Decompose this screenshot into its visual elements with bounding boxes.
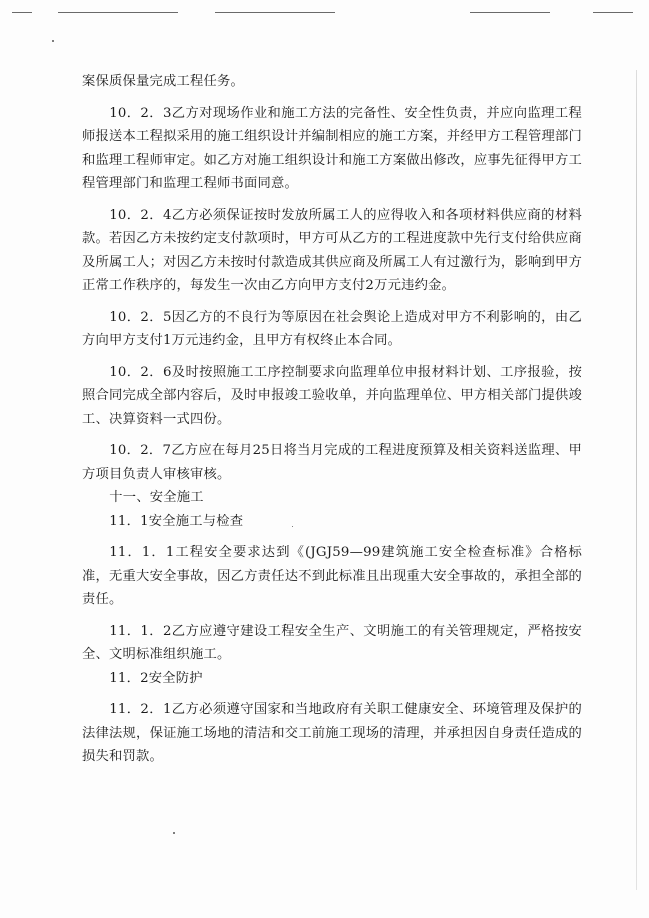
paragraph-continued: 案保质保量完成工程任务。 (82, 74, 244, 89)
document-body (82, 70, 582, 769)
scan-edge-mark (593, 12, 633, 13)
scan-edge-mark (12, 12, 32, 13)
scan-edge-shadow (636, 70, 637, 890)
scan-edge-mark (470, 12, 550, 13)
scan-edge-mark (58, 12, 178, 13)
paragraph-10-2-5: 10．2．5因乙方的不良行为等原因在社会舆论上造成对甲方不利影响的，由乙方向甲方支付1万元违约金，且甲方有权终止本合同。 (82, 309, 582, 348)
paragraph-11-2-1: 11．2．1乙方必须遵守国家和当地政府有关职工健康安全、环境管理及保护的法律法规，保证施工场地的清洁和交工前施工现场的清理，并承担因自身责任造成的损失和罚款。 (82, 702, 582, 764)
subsection-title-11-1: 11．1安全施工与检查 (109, 513, 244, 529)
paragraph-10-2-4: 10．2．4乙方必须保证按时发放所属工人的应得收入和各项材料供应商的材料款。若因乙方未按约定支付款项时，甲方可从乙方的工程进度款中先行支付给供应商及所属工人；对因乙方未按时付款造成其供应商及所属工人有过激行为，影响到甲方正常工作秩序的，每发生一次由乙方向甲方支付2万元违约金。 (82, 207, 582, 293)
scan-edge-mark (215, 12, 335, 13)
scan-speck (173, 832, 175, 834)
paragraph-11-1-2: 11．1．2乙方应遵守建设工程安全生产、文明施工的有关管理规定，严格按安全、文明标准组织施工。 (82, 623, 582, 662)
paragraph-10-2-7: 10．2．7乙方应在每月25日将当月完成的工程进度预算及相关资料送监理、甲方项目负责人审核审核。 (82, 443, 582, 482)
scan-speck (52, 40, 54, 42)
paragraph-11-1-1: 11．1．1工程安全要求达到《(JGJ59—99建筑施工安全检查标准》合格标准，无重大安全事故，因乙方责任达不到此标准且出现重大安全事故的，承担全部的责任。 (82, 545, 582, 607)
section-title: 十一、安全施工 (109, 490, 204, 505)
subsection-title-11-2: 11．2安全防护 (109, 670, 203, 686)
paragraph-10-2-3: 10．2．3乙方对现场作业和施工方法的完备性、安全性负责，并应向监理工程师报送本工程拟采用的施工组织设计并编制相应的施工方案，并经甲方工程管理部门和监理工程师审定。如乙方对施工组织设计和施工方案做出修改，应事先征得甲方工程管理部门和监理工程师书面同意。 (82, 105, 582, 191)
paragraph-10-2-6: 10．2．6及时按照施工工序控制要求向监理单位申报材料计划、工序报验，按照合同完成全部内容后，及时申报竣工验收单，并向监理单位、甲方相关部门提供竣工、决算资料一式四份。 (82, 364, 582, 427)
